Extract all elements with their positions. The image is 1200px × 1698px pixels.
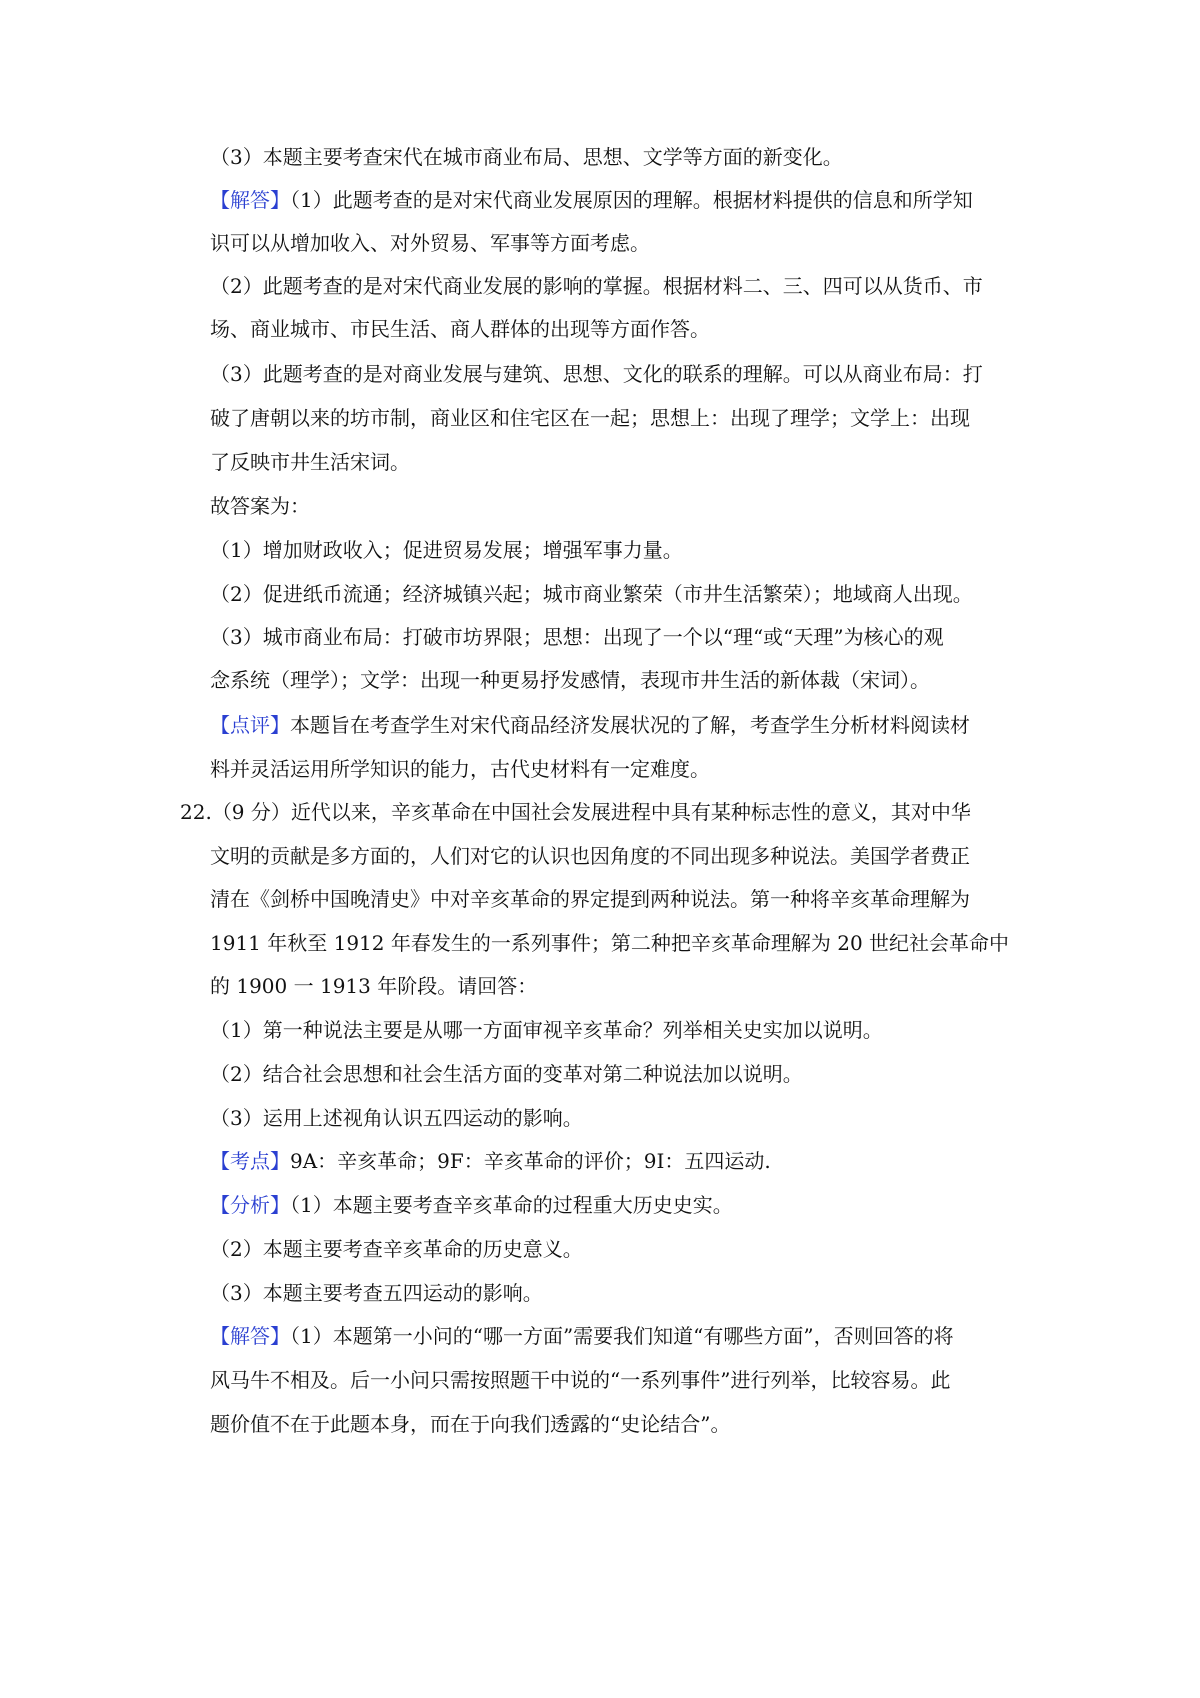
question-text: 的 1900 一 1913 年阶段。请回答： (210, 974, 538, 998)
kaodian-tag: 【考点】 (210, 1149, 290, 1173)
question-text: （9 分）近代以来，辛亥革命在中国社会发展进程中具有某种标志性的意义，其对中华 (211, 800, 971, 824)
solution-tag: 【解答】 (210, 188, 290, 212)
jieda-line (210, 1366, 950, 1394)
comment-line (210, 755, 710, 783)
jieda-tag: 【解答】 (210, 1324, 290, 1348)
kaodian-text: 9A：辛亥革命；9F：辛亥革命的评价；9I：五四运动. (290, 1149, 771, 1173)
fenxi-tag: 【分析】 (210, 1193, 290, 1217)
fenxi-text: （2）本题主要考查辛亥革命的历史意义。 (210, 1237, 583, 1261)
jieda-line (210, 1322, 954, 1350)
analysis-item-3 (210, 143, 843, 171)
solution-text: （1）此题考查的是对宋代商业发展原因的理解。根据材料提供的信息和所学知 (290, 188, 973, 212)
question-22-stem-line (210, 929, 1009, 957)
solution-text: 破了唐朝以来的坊市制，商业区和住宅区在一起；思想上：出现了理学；文学上：出现 (210, 406, 970, 430)
fenxi-line (210, 1235, 583, 1263)
analysis-text: （3）本题主要考查宋代在城市商业布局、思想、文学等方面的新变化。 (210, 145, 843, 169)
jieda-text: 风马牛不相及。后一小问只需按照题干中说的“一系列事件”进行列举，比较容易。此 (210, 1368, 951, 1392)
question-22-stem-line (180, 798, 971, 826)
sub-question-2 (210, 1060, 803, 1088)
answer-line (210, 580, 973, 608)
answer-text: （1）增加财政收入；促进贸易发展；增强军事力量。 (210, 538, 683, 562)
answer-text: 念系统（理学）；文学：出现一种更易抒发感情，表现市井生活的新体裁（宋词）。 (210, 668, 930, 692)
answer-intro-text: 故答案为： (210, 494, 310, 518)
solution-text: 了反映市井生活宋词。 (210, 450, 410, 474)
kaodian-line (210, 1147, 771, 1175)
solution-line (210, 315, 710, 343)
solution-text: 识可以从增加收入、对外贸易、军事等方面考虑。 (210, 231, 650, 255)
answer-text: （2）促进纸币流通；经济城镇兴起；城市商业繁荣（市井生活繁荣）；地域商人出现。 (210, 582, 973, 606)
answer-line (210, 666, 930, 694)
solution-text: （3）此题考查的是对商业发展与建筑、思想、文化的联系的理解。可以从商业布局：打 (210, 362, 983, 386)
question-22-stem-line (210, 885, 970, 913)
sub-question-text: （2）结合社会思想和社会生活方面的变革对第二种说法加以说明。 (210, 1062, 803, 1086)
sub-question-1 (210, 1016, 883, 1044)
answer-line (210, 623, 944, 651)
comment-text: 本题旨在考查学生对宋代商品经济发展状况的了解，考查学生分析材料阅读材 (290, 713, 970, 737)
fenxi-text: （3）本题主要考查五四运动的影响。 (210, 1281, 543, 1305)
solution-line (210, 360, 983, 388)
answer-text: （3）城市商业布局：打破市坊界限；思想：出现了一个以“理“或“天理”为核心的观 (210, 625, 944, 649)
question-text: 1911 年秋至 1912 年春发生的一系列事件；第二种把辛亥革命理解为 20 世纪社会革命中 (210, 931, 1010, 955)
question-22-stem-line (210, 842, 970, 870)
fenxi-line (210, 1191, 733, 1219)
solution-line (210, 186, 973, 214)
question-text: 清在《剑桥中国晚清史》中对辛亥革命的界定提到两种说法。第一种将辛亥革命理解为 (210, 887, 970, 911)
fenxi-line (210, 1279, 543, 1307)
jieda-line (210, 1410, 730, 1438)
answer-intro (210, 492, 310, 520)
solution-line (210, 272, 983, 300)
solution-text: 场、商业城市、市民生活、商人群体的出现等方面作答。 (210, 317, 710, 341)
jieda-text: （1）本题第一小问的“哪一方面”需要我们知道“有哪些方面”，否则回答的将 (290, 1324, 954, 1348)
comment-text: 料并灵活运用所学知识的能力，古代史材料有一定难度。 (210, 757, 710, 781)
sub-question-text: （3）运用上述视角认识五四运动的影响。 (210, 1106, 583, 1130)
sub-question-text: （1）第一种说法主要是从哪一方面审视辛亥革命？列举相关史实加以说明。 (210, 1018, 883, 1042)
solution-text: （2）此题考查的是对宋代商业发展的影响的掌握。根据材料二、三、四可以从货币、市 (210, 274, 983, 298)
jieda-text: 题价值不在于此题本身，而在于向我们透露的“史论结合”。 (210, 1412, 731, 1436)
comment-line (210, 711, 970, 739)
question-text: 文明的贡献是多方面的，人们对它的认识也因角度的不同出现多种说法。美国学者费正 (210, 844, 970, 868)
solution-line (210, 404, 970, 432)
question-22-stem-line (210, 972, 537, 1000)
fenxi-text: （1）本题主要考查辛亥革命的过程重大历史史实。 (290, 1193, 733, 1217)
solution-line (210, 229, 650, 257)
sub-question-3 (210, 1104, 583, 1132)
answer-line (210, 536, 683, 564)
comment-tag: 【点评】 (210, 713, 290, 737)
question-number: 22. (180, 800, 212, 824)
solution-line (210, 448, 410, 476)
